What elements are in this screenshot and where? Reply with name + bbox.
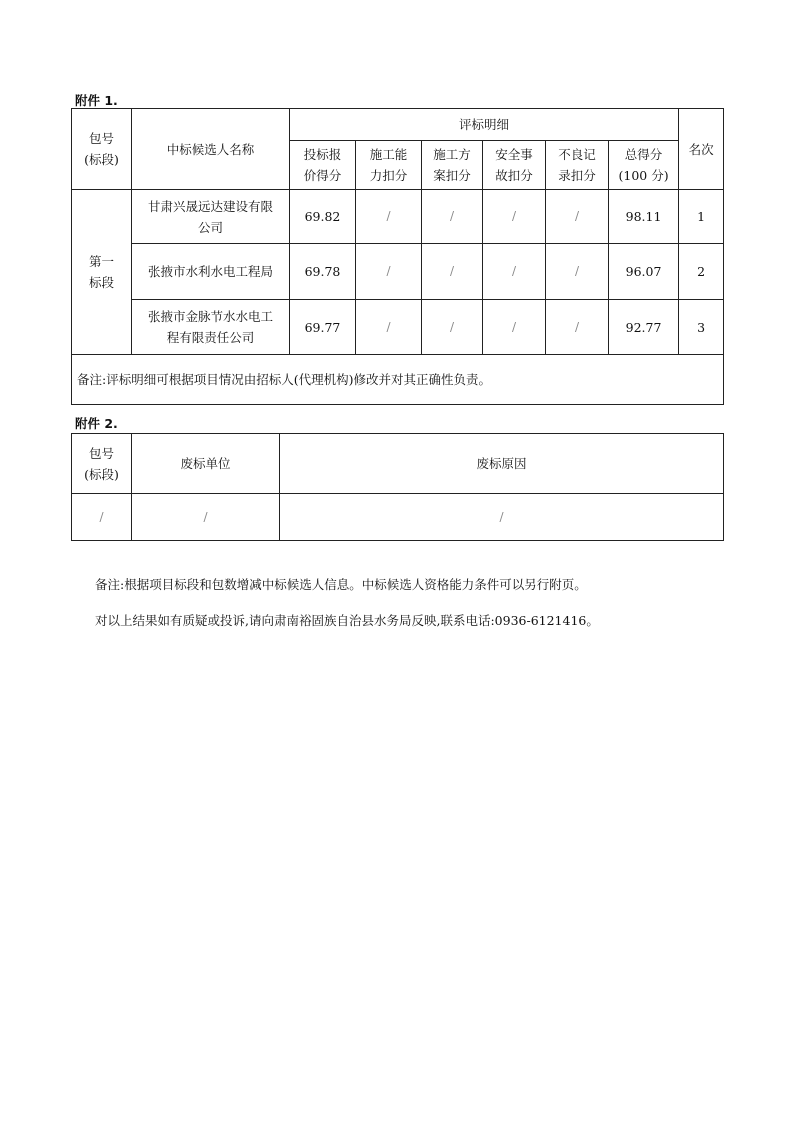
- plan-deduction: /: [422, 244, 483, 300]
- capability-deduction-header: 施工能 力扣分: [356, 141, 422, 190]
- rejected-unit-header: 废标单位: [132, 434, 280, 494]
- capability-deduction: /: [356, 190, 422, 244]
- safety-deduction: /: [483, 300, 546, 355]
- candidate-name: 张掖市金脉节水水电工 程有限责任公司: [132, 300, 290, 355]
- rank-header: 名次: [679, 109, 724, 190]
- price-score: 69.82: [290, 190, 356, 244]
- table-note: 备注:评标明细可根据项目情况由招标人(代理机构)修改并对其正确性负责。: [72, 355, 724, 405]
- table-row: [72, 244, 724, 300]
- rank: 1: [679, 190, 724, 244]
- rejected-unit-value: /: [132, 494, 280, 541]
- package-header: 包号 (标段): [72, 109, 132, 190]
- attachment-1-title: 附件 1.: [75, 93, 118, 108]
- detail-header: 评标明细: [290, 109, 679, 141]
- bad-record-deduction-header: 不良记 录扣分: [546, 141, 609, 190]
- safety-deduction: /: [483, 190, 546, 244]
- section-cell: 第一 标段: [72, 190, 132, 355]
- table-row: [72, 190, 724, 244]
- package-header: 包号 (标段): [72, 434, 132, 494]
- safety-deduction-header: 安全事 故扣分: [483, 141, 546, 190]
- evaluation-table: [71, 108, 724, 405]
- capability-deduction: /: [356, 300, 422, 355]
- footer-note: 备注:根据项目标段和包数增减中标候选人信息。中标候选人资格能力条件可以另行附页。: [95, 577, 587, 592]
- table-row: [72, 494, 724, 541]
- rank: 2: [679, 244, 724, 300]
- package-value: /: [72, 494, 132, 541]
- table-row: [72, 300, 724, 355]
- rejected-bid-table: [71, 433, 724, 541]
- candidate-name: 张掖市水利水电工程局: [132, 244, 290, 300]
- plan-deduction-header: 施工方 案扣分: [422, 141, 483, 190]
- bad-record-deduction: /: [546, 190, 609, 244]
- total-score: 98.11: [609, 190, 679, 244]
- candidate-name: 甘肃兴晟远达建设有限 公司: [132, 190, 290, 244]
- price-score: 69.77: [290, 300, 356, 355]
- capability-deduction: /: [356, 244, 422, 300]
- total-score: 96.07: [609, 244, 679, 300]
- contact-info: 对以上结果如有质疑或投诉,请向肃南裕固族自治县水务局反映,联系电话:0936-6121416。: [95, 613, 599, 628]
- rank: 3: [679, 300, 724, 355]
- plan-deduction: /: [422, 190, 483, 244]
- bad-record-deduction: /: [546, 244, 609, 300]
- bad-record-deduction: /: [546, 300, 609, 355]
- rejection-reason-value: /: [280, 494, 724, 541]
- price-score: 69.78: [290, 244, 356, 300]
- attachment-2-title: 附件 2.: [75, 416, 118, 431]
- total-score-header: 总得分 (100 分): [609, 141, 679, 190]
- safety-deduction: /: [483, 244, 546, 300]
- price-score-header: 投标报 价得分: [290, 141, 356, 190]
- rejection-reason-header: 废标原因: [280, 434, 724, 494]
- candidate-header: 中标候选人名称: [132, 109, 290, 190]
- total-score: 92.77: [609, 300, 679, 355]
- plan-deduction: /: [422, 300, 483, 355]
